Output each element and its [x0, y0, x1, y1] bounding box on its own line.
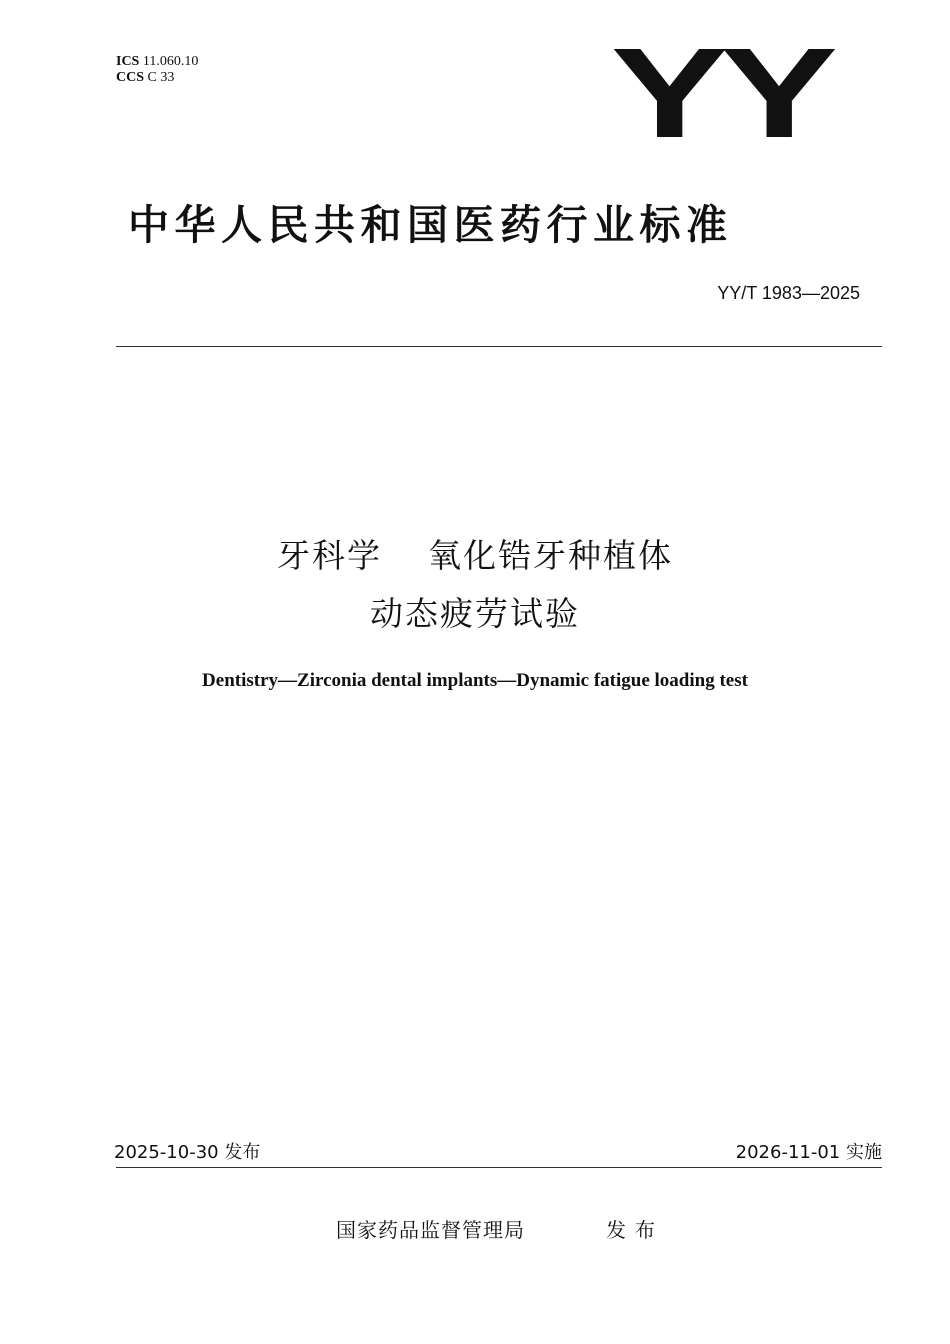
top-divider — [116, 346, 882, 347]
ccs-label: CCS — [116, 70, 145, 85]
publisher: 国家药品监督管理局 — [336, 1218, 525, 1242]
issue-date: 2025-10-30 发布 — [114, 1142, 261, 1163]
title-subject: 牙科学 — [277, 536, 382, 575]
standard-number: YY/T 1983—2025 — [717, 283, 860, 303]
chinese-title-line-2: 动态疲劳试验 — [370, 594, 580, 633]
ics-value: 11.060.10 — [142, 54, 199, 69]
ics-label: ICS — [116, 54, 140, 69]
classification-codes — [116, 54, 198, 86]
publish-word: 发布 — [606, 1218, 664, 1242]
standard-title: 中华人民共和国医药行业标准 — [128, 201, 733, 249]
ics-code — [116, 54, 198, 70]
yy-logo: YY — [610, 22, 830, 165]
title-product: 氧化锆牙种植体 — [428, 536, 673, 575]
ccs-value: C 33 — [147, 70, 175, 85]
bottom-divider — [116, 1167, 882, 1168]
chinese-title-line-1 — [0, 530, 950, 577]
english-title: Dentistry—Zirconia dental implants—Dynamic fatigue loading test — [202, 670, 748, 691]
ccs-code — [116, 70, 198, 86]
implement-date: 2026-11-01 实施 — [735, 1142, 882, 1163]
